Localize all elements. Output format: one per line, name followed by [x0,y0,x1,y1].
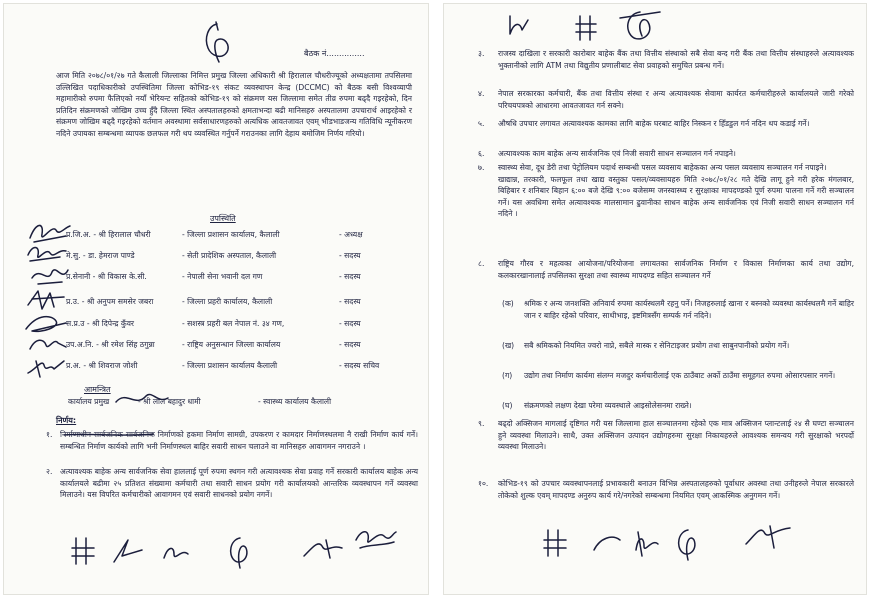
signature-bottom-right-1 [540,526,570,562]
signature-top-right-2 [572,12,600,44]
signature-bottom-3 [160,540,192,568]
document-page-left: बैठक नं............... आज मिति २०७८/०१/२७ गते कैलाली जिल्लाका निमित्त प्रमुख जिल्ला अधिकारी श्री हिरालाल चौधरीज्यूको अध्यक्षतामा तपसिलमा उल्लिखित पदाधिकारीको उपस्थितिमा जिल्ला कोभिड-१९ संकट व्यवस्थापन केन्द्र (DCCMC) को बैठक बसी विश्वव्यापी महामारीको रुपमा फैलिएको नयाँ भेरियन्ट सहितको कोभिड-१९ को संक्रमण यस जिल्लामा समेत तीव्र रुपमा बढ्दै गइरहेको, दिन प्रतिदिन संक्रमणको जोखिम उच्च हुँदै जिल्ला स्थित अस्पतालहरुको क्षमताभन्दा बढी मानिसहरु अस्पतालमा उपचारार्थ आइरहेको र संक्रमण जोखिम बढ्दै गइरहेको वर्तमान अवस्थामा सर्वसाधारणहरुको अत्यधिक आवतजावत एवम् भीडभाडजन्य गतिविधि न्यूनीकरण नदिने उपायका सम्बन्धमा व्यापक छलफल गरी थप व्यवस्थित गर्नुपर्ने गराउनका लागि देहाय बमोजिम निर्णय गरियो। उपस्थिति प्र.जि.अ. - श्री हिरालाल चौधरी - जिल्ला प्रशासन कार्यालय, कैलाली - अध्यक्ष मे.सु. - डा. हेमराज पाण्डे - सेती प्रादेशिक अस्पताल, कैलाली - सदस्य प्र.सेनानी - श्री विकास के.सी. - नेपाली सेना भवानी दल गण - सदस्य प्र.उ. - श्री अनुपम समसेर जबरा - जिल्ला प्रहरी कार्यालय, कैलाली - सदस्य स.प्र.उ - श्री दिपेन्द्र कुँवर - सशस्त्र प्रहरी बल नेपाल नं. ३४ गण, - सदस्य उप.अ.नि. - श्री रमेश सिंह ठगुन्ना - राष्ट्रिय अनुसन्धान जिल्ला कार्यालय - सदस्य प्र.अ. - श्री शिवराज जोशी - जिल्ला प्रशासन कार्यालय कैलाली - सदस्य सचिव आमन्त्रित कार्यालय प्रमुख - श्री लाल बहादुर धामी - स्वास्थ्य कार्यालय कैलाली निर्णय: १. निर्माणाधीन सार्वजनिक सार्वजनिक निर्माणको हकमा निर्माण सामग्री, उपकरण र कामदार निर्माणस्थलमा नै राखी निर्माण कार्य गर्ने। सम्बन्धित निर्माण कार्यको लागि भनी निर्माणस्थल बाहिर सवारी साधन चलाउने वा मानिसहरु आवागमन नगराउने । २. अत्यावश्यक बाहेक अन्य सार्वजनिक सेवा हाललाई पूर्ण रुपमा स्थगन गरी अत्यावश्यक सेवा प्रवाह गर्ने सरकारी कार्यालय बाहेक अन्य कार्यालयले बढीमा २५ प्रतिशत संख्यामा कर्मचारी तथा सवारी साधन प्रयोग गरी कार्यालयको आन्तरिक व्यवस्थापन गर्ने व्यवस्था मिलाउने। यस विपरित कर्मचारीको आवागमन एवं सवारी साधनको प्रयोग नगर्ने। [4,4,428,594]
signature-bottom-2 [108,536,148,568]
decision-item-3: ३. राजस्व दाखिला र सरकारी कारोबार बाहेक बैंक तथा वित्तीय संस्थाको सबै सेवा बन्द गरी बैंक तथा वित्तीय संस्थाहरुले अत्यावश्यक भुक्तानीको लागि ATM तथा विद्युतीय प्रणालीबाट सेवा प्रवाहको समुचित प्रबन्ध गर्ने। [478,49,854,70]
decision-item-10: १०. कोभिड-१९ को उपचार व्यवस्थापनलाई प्रभावकारी बनाउन विभिन्न अस्पतालहरुको पूर्वाधार अवस्था तथा उनीहरुले नेपाल सरकारले तोकेको शुल्क एवम् मापदण्ड अनुरुप कार्य गरे/नगरेको सम्बन्धमा नियमित एवम् आकस्मिक अनुगमन गर्ने। [478,479,854,500]
signature-bottom-right-3 [630,528,664,560]
decision-item-1: १. निर्माणाधीन सार्वजनिक सार्वजनिक निर्माणको हकमा निर्माण सामग्री, उपकरण र कामदार निर्माणस्थलमा नै राखी निर्माण कार्य गर्ने। सम्बन्धित निर्माण कार्यको लागि भनी निर्माणस्थल बाहिर सवारी साधन चलाउने वा मानिसहरु आवागमन नगराउने । [46,430,418,451]
attendee-row: प्र.अ. - श्री शिवराज जोशी - जिल्ला प्रशासन कार्यालय कैलाली - सदस्य सचिव [66,361,380,370]
signature-top-right-3 [616,6,666,46]
attendee-row: प्र.जि.अ. - श्री हिरालाल चौधरी - जिल्ला प्रशासन कार्यालय, कैलाली - अध्यक्ष [66,230,363,239]
sub-item-gha: (घ) संक्रमणको लक्षण देखा परेमा व्यवस्थाले आइसोलेसनमा राख्ने। [502,401,692,410]
decision-heading: निर्णय: [56,416,77,425]
signature-attendee-7 [24,355,68,381]
decision-item-2: २. अत्यावश्यक बाहेक अन्य सार्वजनिक सेवा हाललाई पूर्ण रुपमा स्थगन गरी अत्यावश्यक सेवा प्रवाह गर्ने सरकारी कार्यालय बाहेक अन्य कार्यालयले बढीमा २५ प्रतिशत संख्यामा कर्मचारी तथा सवारी साधन प्रयोग गरी कार्यालयको आन्तरिक व्यवस्थापन गर्ने व्यवस्था मिलाउने। यस विपरित कर्मचारीको आवागमन एवं सवारी साधनको प्रयोग नगर्ने। [46,467,418,500]
attendee-row: मे.सु. - डा. हेमराज पाण्डे - सेती प्रादेशिक अस्पताल, कैलाली - सदस्य [66,251,361,260]
meeting-intro-paragraph: आज मिति २०७८/०१/२७ गते कैलाली जिल्लाका निमित्त प्रमुख जिल्ला अधिकारी श्री हिरालाल चौधरीज्यूको अध्यक्षतामा तपसिलमा उल्लिखित पदाधिकारीको उपस्थितिमा जिल्ला कोभिड-१९ संकट व्यवस्थापन केन्द्र (DCCMC) को बैठक बसी विश्वव्यापी महामारीको रुपमा फैलिएको नयाँ भेरियन्ट सहितको कोभिड-१९ को संक्रमण यस जिल्लामा समेत तीव्र रुपमा बढ्दै गइरहेको, दिन प्रतिदिन संक्रमणको जोखिम उच्च हुँदै जिल्ला स्थित अस्पतालहरुको क्षमताभन्दा बढी मानिसहरु अस्पतालमा उपचारार्थ आइरहेको र संक्रमण जोखिम बढ्दै गइरहेको वर्तमान अवस्थामा सर्वसाधारणहरुको अत्यधिक आवतजावत एवम् भीडभाडजन्य गतिविधि न्यूनीकरण नदिने उपायका सम्बन्धमा व्यापक छलफल गरी थप व्यवस्थित गर्नुपर्ने गराउनका लागि देहाय बमोजिम निर्णय गरियो। [56,71,412,138]
attendee-row: प्र.उ. - श्री अनुपम समसेर जबरा - जिल्ला प्रहरी कार्यालय, कैलाली - सदस्य [66,297,361,306]
signature-bottom-5 [300,536,346,562]
document-page-right [444,4,866,594]
sub-item-ka: (क) श्रमिक र अन्य जनशक्ति अनिवार्य रुपमा कार्यस्थलमै रहनु पर्ने। निजहरुलाई खाना र बस्नको व्यवस्था कार्यस्थलमै गर्ने बाहिर जान र बाहिर रहेको परिवार, साथीभाइ, इष्टमित्रसँग सम्पर्क गर्न नदिने। [502,299,854,320]
attendee-row: प्र.सेनानी - श्री विकास के.सी. - नेपाली सेना भवानी दल गण - सदस्य [66,272,361,281]
decision-item-9: ९. बढ्दो अक्सिजन मागलाई दृष्टिगत गरी यस जिल्लामा हाल सञ्चालनमा रहेको एक मात्र अक्सिजन प्लान्टलाई २४ सै घण्टा सञ्चालन हुने व्यवस्था मिलाउने। साथै, उक्त अक्सिजन उत्पादन उद्योगहरुमा सुरक्षा निकायहरुले आवश्यक समन्वय गरी सुरक्षाको भरपर्दो व्यवस्था मिलाउने। [478,419,854,452]
meeting-number: बैठक नं............... [304,49,365,58]
signature-invited [112,388,172,410]
decision-item-6: ६. अत्यावश्यक काम बाहेक अन्य सार्वजनिक एवं निजी सवारी साधन सञ्चालन गर्न नपाइने। [478,149,736,158]
attendee-row: उप.अ.नि. - श्री रमेश सिंह ठगुन्ना - राष्ट्रिय अनुसन्धान जिल्ला कार्यालय - सदस्य [66,340,361,349]
signature-bottom-4 [222,532,258,572]
signature-bottom-right-5 [742,522,794,554]
sub-item-kha: (ख) सबै श्रमिकको नियमित ज्वरो नाप्ने, सबैले मास्क र सेनिटाइजर प्रयोग तथा साबुनपानीको प्रयोग गर्ने। [502,341,790,350]
attendance-heading: उपस्थिति [210,214,236,223]
signature-bottom-6 [350,524,398,556]
sub-item-ga: (ग) उद्योग तथा निर्माण कार्यमा संलग्न मजदुर कर्मचारीलाई एक ठाउँबाट अर्को ठाउँमा समूहगत रुपमा ओसारपसार नगर्ने। [502,371,836,380]
attendee-row: स.प्र.उ - श्री दिपेन्द्र कुँवर - सशस्त्र प्रहरी बल नेपाल नं. ३४ गण, - सदस्य [66,319,361,328]
decision-item-4: ४. नेपाल सरकारका कर्मचारी, बैंक तथा वित्तीय संस्था र अन्य अत्यावश्यक सेवामा कार्यरत कर्मचारीहरुले कार्यालयले जारी गरेको परिचयपत्रको आधारमा आवतजावत गर्न सक्ने। [478,89,854,110]
decision-item-5: ५. औषधि उपचार लगायत अत्यावश्यक कामका लागि बाहेक घरबाट बाहिर निस्कन र हिँडडुल गर्न नदिन थप कडाई गर्ने। [478,119,810,128]
signature-top [200,20,234,66]
signature-attendee-5 [22,311,70,335]
decision-item-8: ८. राष्ट्रिय गौरव र महत्वका आयोजना/परियोजना लगायतका सार्वजनिक निर्माण र विकास निर्माणका कार्य तथा उद्योग, कलकारखानालाई तपसिलका सुरक्षा तथा स्वास्थ्य मापदण्ड सहित सञ्चालन गर्ने [478,259,854,280]
signature-bottom-right-4 [670,524,706,564]
signature-bottom-right-2 [590,530,624,558]
signature-attendee-3 [28,262,70,288]
signature-top-right-1 [504,12,532,40]
signature-attendee-6 [26,333,70,357]
signature-bottom-1 [68,534,98,570]
decision-item-7: ७. स्वास्थ्य सेवा, दूध डेरी तथा पेट्रोलियम पदार्थ सम्बन्धी पसल व्यवसाय बाहेकका अन्य पसल व्यवसाय सञ्चालन गर्न नपाइने। खाद्यान्न, तरकारी, फलफूल तथा खाद्य वस्तुका पसल/व्यवसायहरु मिति २०७८/०१/२८ गते देखि लागू हुने गरी हरेक मंगलबार, बिहिबार र शनिबार बिहान ६:०० बजे देखि ९:०० बजेसम्म जनस्वास्थ्य र सुरक्षाका मापदण्डको पूर्ण रुपमा पालना गर्ने गरी सञ्चालन गर्ने। यस अवधिमा समेत अत्यावश्यक मालसामान ढुवानीका साधन बाहेक अन्य सार्वजनिक एवं निजी सवारी साधन सञ्चालन गर्न नदिने । [478,163,854,219]
invited-heading: आमन्त्रित [84,385,111,394]
